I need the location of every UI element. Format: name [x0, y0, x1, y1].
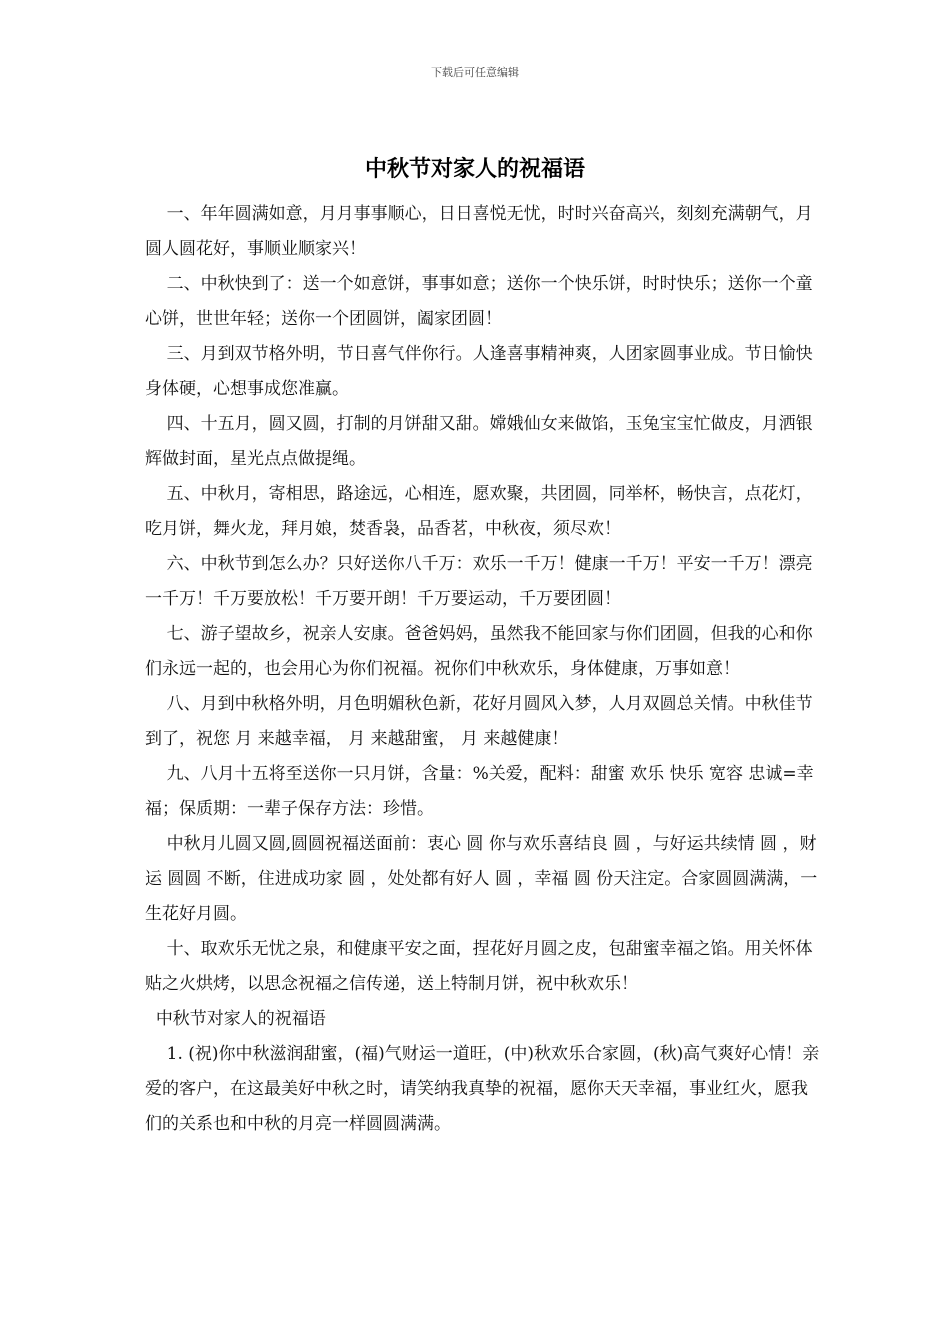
paragraph: 五、中秋月，寄相思，路途远，心相连，愿欢聚，共团圆，同举杯，畅快言，点花灯，吃月饼，舞火龙，拜月娘，焚香袅，品香茗，中秋夜，须尽欢！	[145, 484, 813, 539]
page-header-note: 下载后可任意编辑	[431, 66, 519, 79]
paragraph: 中秋月儿圆又圆,圆圆祝福送面前：衷心 圆 你与欢乐喜结良 圆 ，与好运共续情 圆 ，财运 圆圆 不断，住进成功家 圆 ，处处都有好人 圆 ，幸福 圆 份天注定。合家圆圆满满，一生花好月圆。	[145, 834, 818, 924]
paragraph: 九、八月十五将至送你一只月饼，含量：%关爱，配料：甜蜜 欢乐 快乐 宽容 忠诚=幸福；保质期：一辈子保存方法：珍惜。	[145, 764, 814, 819]
paragraph: 1. (祝)你中秋滋润甜蜜，(福)气财运一道旺，(中)秋欢乐合家圆，(秋)高气爽好心情！亲爱的客户，在这最美好中秋之时，请笑纳我真挚的祝福，愿你天天幸福，事业红火，愿我们的关系也和中秋的月亮一样圆圆满满。	[145, 1044, 820, 1134]
paragraph: 十、取欢乐无忧之泉，和健康平安之面，捏花好月圆之皮，包甜蜜幸福之馅。用关怀体贴之火烘烤，以思念祝福之信传递，送上特制月饼，祝中秋欢乐！	[145, 939, 813, 994]
paragraph: 六、中秋节到怎么办？只好送你八千万：欢乐一千万！健康一千万！平安一千万！漂亮一千万！千万要放松！千万要开朗！千万要运动，千万要团圆！	[145, 554, 813, 609]
section-subtitle: 中秋节对家人的祝福语	[155, 1009, 326, 1029]
document-title: 中秋节对家人的祝福语	[364, 157, 585, 182]
paragraph: 三、月到双节格外明，节日喜气伴你行。人逢喜事精神爽，人团家圆事业成。节日愉快身体硬，心想事成您准赢。	[145, 344, 813, 399]
paragraph: 八、月到中秋格外明，月色明媚秋色新，花好月圆风入梦，人月双圆总关情。中秋佳节到了，祝您 月 来越幸福， 月 来越甜蜜， 月 来越健康！	[145, 694, 813, 749]
paragraph: 一、年年圆满如意，月月事事顺心，日日喜悦无忧，时时兴奋高兴，刻刻充满朝气，月圆人圆花好，事顺业顺家兴！	[145, 204, 813, 259]
paragraph: 四、十五月，圆又圆，打制的月饼甜又甜。嫦娥仙女来做馅，玉兔宝宝忙做皮，月洒银辉做封面，星光点点做提绳。	[145, 414, 813, 469]
paragraph: 七、游子望故乡，祝亲人安康。爸爸妈妈，虽然我不能回家与你们团圆，但我的心和你们永远一起的，也会用心为你们祝福。祝你们中秋欢乐，身体健康，万事如意！	[145, 624, 813, 679]
paragraph: 二、中秋快到了：送一个如意饼，事事如意；送你一个快乐饼，时时快乐；送你一个童心饼，世世年轻；送你一个团圆饼，阖家团圆！	[145, 274, 813, 329]
document-body	[145, 197, 821, 1142]
